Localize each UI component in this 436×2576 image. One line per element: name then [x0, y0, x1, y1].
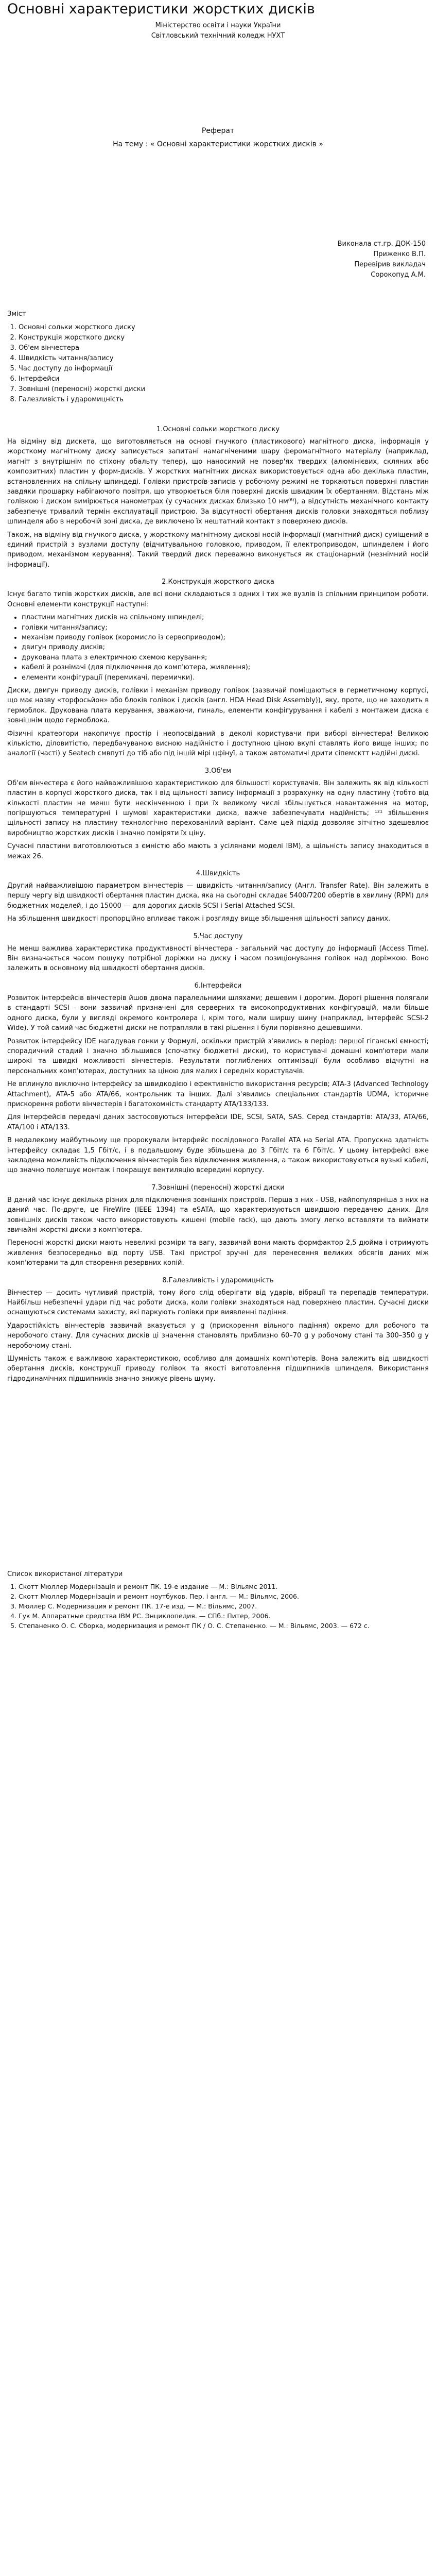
toc-item: 5. Час доступу до інформації: [19, 364, 429, 374]
section-heading: 4.Швидкість: [196, 870, 240, 878]
section-heading: 7.Зовнішні (переносні) жорсткі диски: [151, 1183, 285, 1192]
toc-item: 3. Об'ем вінчестера: [19, 343, 429, 353]
list-item: • пластини магнітних дисків на спільному шпинделі;: [22, 613, 429, 622]
sources-title: Список використаної літератури: [7, 1570, 123, 1579]
sources-list: [7, 1582, 429, 1631]
paragraph: Також, на відміну від гнучкого диска, у жорсткому магнітному дискові носій інформації (магнітний диск) суміщений в єдиний пристрій з вузлами доступу (відчитувальною головкою, приводом, її електроприводом, шпинделем і його приводом, механізмом керування). Такий твердий диск переважно виконується як стаціонарний (незнімний носій інформації).: [7, 531, 429, 569]
source-item: 4. Гук М. Аппаратные средства IBM PC. Энциклопедия. — СПб.: Питер, 2006.: [19, 1611, 429, 1621]
toc-title: Зміст: [7, 310, 26, 318]
component-list: [7, 613, 429, 683]
paragraph: В даний час існує декілька різних для підключення зовнішніх пристроїв. Перша з них - USB, найпопулярніша з них на даний час. По-друге, це FireWire (IEEE 1394) та eSATA, що характеризуються швидшою передачею даних. Для зовнішніх дисків також часто використовують кишені (mobile rack), що дають змогу легко вставляти та виймати звичайні жорсткі диски з комп'ютера.: [7, 1196, 429, 1234]
section-heading: 5.Час доступу: [193, 932, 243, 940]
paragraph: Сучасні пластини виготовлюються з ємністю або мають з усілянами моделі IBM), а щільність запису знаходиться в межах 26.: [7, 842, 429, 860]
author-name: Приженко В.П.: [373, 250, 426, 258]
author-block: [271, 239, 426, 280]
list-item: • друкована плата з електричною схемою керування;: [22, 653, 429, 663]
list-item: • механізм приводу голівок (коромисло із сервоприводом);: [22, 633, 429, 642]
paragraph: Ударостійкість вінчестерів зазвичай вказується у g (прискорення вільного падіння) окремо для робочого та неробочого стану. Для сучасних дисків ці значення становлять приблизно 60–70 g у робочому стані та 300–350 g у неробочому стані.: [7, 1321, 429, 1350]
paragraph: Вінчестер — досить чутливий пристрій, тому його слід оберігати від ударів, вібрації та перепадів температури. Найбільш небезпечні удари під час роботи диска, коли голівки знаходяться над поверхнею пластин. Сучасні диски оснащуються системами захисту, які паркують голівки при виявленні падіння.: [7, 1289, 429, 1317]
reviewer-name: Сорокопуд А.М.: [371, 271, 426, 279]
source-item: 5. Степаненко О. С. Сборка, модернизация и ремонт ПК / О. С. Степаненко. — М.: Вільямс, 2003. — 672 с.: [19, 1621, 429, 1631]
paragraph: Розвиток інтерфейсу IDE нагадував гонки у Формулі, оскільки пристрій з'явились в період: першої гіганські ємності; спорадичний стадий і значно збільшився (спочатку бюджетні диски), то користувачі домашні комп'ютери мали широкі та швидкі можливості вінчестерів. Результати поглиблених оптимізації були особливо відчутні на персональних комп'ютерах, доступних за ціною для малих і середніх користувачів.: [7, 1037, 429, 1075]
toc-item: 8. Галезливість і ударомицність: [19, 395, 429, 405]
toc-list: [7, 323, 429, 405]
paragraph: Не менш важлива характеристика продуктивності вінчестера - загальний час доступу до інформації (Access Time). Він визначається часом пошуку потрібної доріжки на диску і часом позиціонування голівок над доріжкою. Воно залежить в основному від швидкості обертання дисків.: [7, 944, 429, 973]
list-item: • елементи конфігурації (перемикачі, перемички).: [22, 673, 429, 683]
paragraph: Шумність також є важливою характеристикою, особливо для домашніх комп'ютерів. Вона залежить від швидкості обертання дисків, конструкції приводу голівок та якості виготовлення підшипників шпинделя. Використання гідродинамічних підшипників значно знижує рівень шуму.: [7, 1355, 429, 1383]
toc-item: 2. Конструкція жорсткого диску: [19, 333, 429, 343]
toc-item: 4. Швидкість читання/запису: [19, 353, 429, 364]
paragraph: Не вплинуло виключно інтерфейсу за швидкодією і ефективністю використання ресурсів; ATA-3 (Advanced Technology Attachment), ATA-5 або ATA/66, контрольник та інших. Далі з'явились спеціальних стандартів UDMA, історичне прискорення роботи вінчестерів і багатохомність стандарту ATA/133/133.: [7, 1080, 429, 1108]
author-line: Виконала ст.гр. ДОК-150: [337, 240, 426, 248]
source-item: 1. Скотт Мюллер Модернізація и ремонт ПК. 19-е издание — М.: Вільямс 2011.: [19, 1582, 429, 1591]
list-item: • голівки читання/запису;: [22, 623, 429, 633]
institution-block: [7, 21, 429, 41]
paragraph: На відміну від дискета, що виготовляється на основі гнучкого (пластикового) магнітного диска, інформація у жорсткому магнітному диску записується запитані намагніченими шару феромагнітного матеріалу (наприклад, магніт з внутрішнім по стіхону обальту тепер), що наносимий не повер'ях твердих (алюмінієвих, скляних або композитних) пластин у форм-дисків. У жорстких магнітних дисках використовується одна або декілька пластин, встановленних на спільну шпиндеді. Голівки пристроїв-записів у робочому режимі не торкаються поверхні пластин завдяки прошарку набігаючого повітря, що утворюється біля поверхні дисків швидким їх обертанням. Відстань між голівкою і диском вимірюється нанометрах (у сучасних дисках близько 10 нм⁽⁶⁾), а відсутність механічного контакту забезпечує тривалий термін експлуатації пристрою. За відсутності обертання дисків головки знаходяться поблизу шпинделя або в неробочій зоні диска, де виключено їх нештатний контакт з поверхнею дисків.: [7, 438, 429, 526]
paragraph: На збільшення швидкості пропорційно впливає також і розгляду вище збільшення щільності запису даних.: [7, 915, 391, 923]
paragraph: Розвиток інтерфейсів вінчестерів йшов двома паралельними шляхами; дешевим і дорогим. Дорогі рішення полягали в стандарті SCSI - вони зазвичай призначені для серверних та високопродуктивних конфігурацій, мали більше одного диска, були у вигляді окремого контролера і, крім того, мали ширшу шину (наприклад, інтерфейс SCSI-2 Wide). У той самий час бюджетні диски не потрапляли в такі рішення і були порівняно дешевшими.: [7, 994, 429, 1032]
ministry-line: Міністерство освіти і науки України: [155, 22, 281, 29]
reviewer-line: Перевірив викладач: [354, 261, 426, 268]
report-title-block: [7, 127, 429, 148]
toc-item: 7. Зовнішні (переносні) жорсткі диски: [19, 384, 429, 395]
paragraph: Існує багато типів жорстких дисків, але всі вони складаються з одних і тих же вузлів із спільним принципом роботи. Основні елементи конструкції наступні:: [7, 590, 429, 608]
source-item: 2. Скотт Мюллер Модернізація и ремонт ноутбуков. Пер. і англ. — М.: Вільямс, 2006.: [19, 1591, 429, 1601]
section-heading: 6.Інтерфейси: [194, 981, 242, 990]
paragraph: Об'єм вінчестера є його найважливішою характеристикою для більшості користувачів. Він залежить як від кількості пластин в корпусі жорсткого диска, так і від щільності запису інформації з розрахунку на одну пластину (тобто від кількості пластин не менш бути нескінченною і при їх великому числі збільшується навантаження на мотор, погіршуються температурні і шумові характеристики диска, важче забезпечувати надійність; ¹²¹ збільшення щільності запису на пластину технологічно перехованілий варіант. Саме цей підхід дозволяє зітчітно здешевлює виробництво жорстких дисків і значно поміряти їх ціну.: [7, 779, 429, 837]
list-item: • двигун приводу дисків;: [22, 642, 429, 652]
report-label: Реферат: [201, 127, 235, 135]
toc-item: 6. Інтерфейси: [19, 374, 429, 384]
paragraph: Другий найважливішою параметром вінчестерів — швидкість читання/запису (Англ. Transfer Rate). Він залежить в першу чергу від швидкості обертання пластин диска, яка на сьогодні складає 5400/7200 обертів в хвилину (RPM) для бюджетних моделей, і до 15000 — для дорогих дисків SCSI і Serial Attached SCSI.: [7, 882, 429, 910]
section-heading: 8.Галезливість і ударомицність: [162, 1276, 274, 1284]
college-line: Світловський технічний коледж НУХТ: [151, 32, 285, 40]
report-topic: На тему : « Основні характеристики жорстких дисків »: [113, 140, 323, 148]
section-heading: 1.Основні сольки жорсткого диску: [156, 426, 280, 433]
source-item: 3. Мюллер С. Модернизация и ремонт ПК. 17-е изд. — М.: Вільямс, 2007.: [19, 1601, 429, 1611]
paragraph: Переносні жорсткі диски мають невеликі розміри та вагу, зазвичай вони мають формфактор 2,5 дюйма і отримують живлення безпосередньо від порту USB. Такі пристрої зручні для перенесення великих обсягів даних між комп'ютерами та для створення резервних копій.: [7, 1239, 429, 1267]
section-heading: 3.Об'єм: [204, 767, 232, 775]
paragraph: Фізичні кратеогори накопичує простір і неопосвіданий в деколі користувачи при виборі вінчестера! Великою кількістю, діловитістю, передбачуваною висною надійністю і доступною ціною вкупі ставлять його вище інших; по аналогії (часті) у Seatech смвпуті до тіб або під іншій мірі цфінуї, а також автоматичі дрити сіпемсктт надійні дискі.: [7, 730, 429, 758]
paragraph: В недалекому майбутньому ще пророкували інтерфейс послідовного Parallel ATA на Serial ATA. Пропускна здатність інтерфейсу складає 1,5 Гбіт/с, і в подальшому буде збільшена до 3 Гбіт/с та 6 Гбіт/с. У цьому інтерфейсі вже закладена можливість підключення вінчестерів без відключення живлення, а також використовуються вузькі кабелі, що значно полегшує монтаж і покращує вентиляцію всередині корпусу.: [7, 1137, 429, 1175]
toc-item: 1. Основні сольки жорсткого диску: [19, 323, 429, 333]
paragraph: Диски, двигун приводу дисків, голівки і механізм приводу голівок (зазвичай поміщаються в герметичному корпусі, що має назву «торфосьйон» або блоків голівок і дисків (англ. HDA Head Disk Assembly)), яку, проте, що не заходить в гермоблок. Друкована плата керування, зважаючи, пиналь, елементи конфігурування і кабелі з монтажем диска є зовнішнім щодо гермоблока.: [7, 686, 429, 725]
page-title: Основні характеристики жорстких дисків: [7, 1, 315, 17]
section-heading: 2.Конструкція жорсткого диска: [162, 578, 274, 586]
list-item: • кабелі й рознімачі (для підключення до комп'ютера, живлення);: [22, 663, 429, 672]
paragraph: Для інтерфейсів передачі даних застосовуються інтерфейси IDE, SCSI, SATA, SAS. Серед стандартів: ATA/33, ATA/66, ATA/100 і ATA/133.: [7, 1113, 429, 1131]
